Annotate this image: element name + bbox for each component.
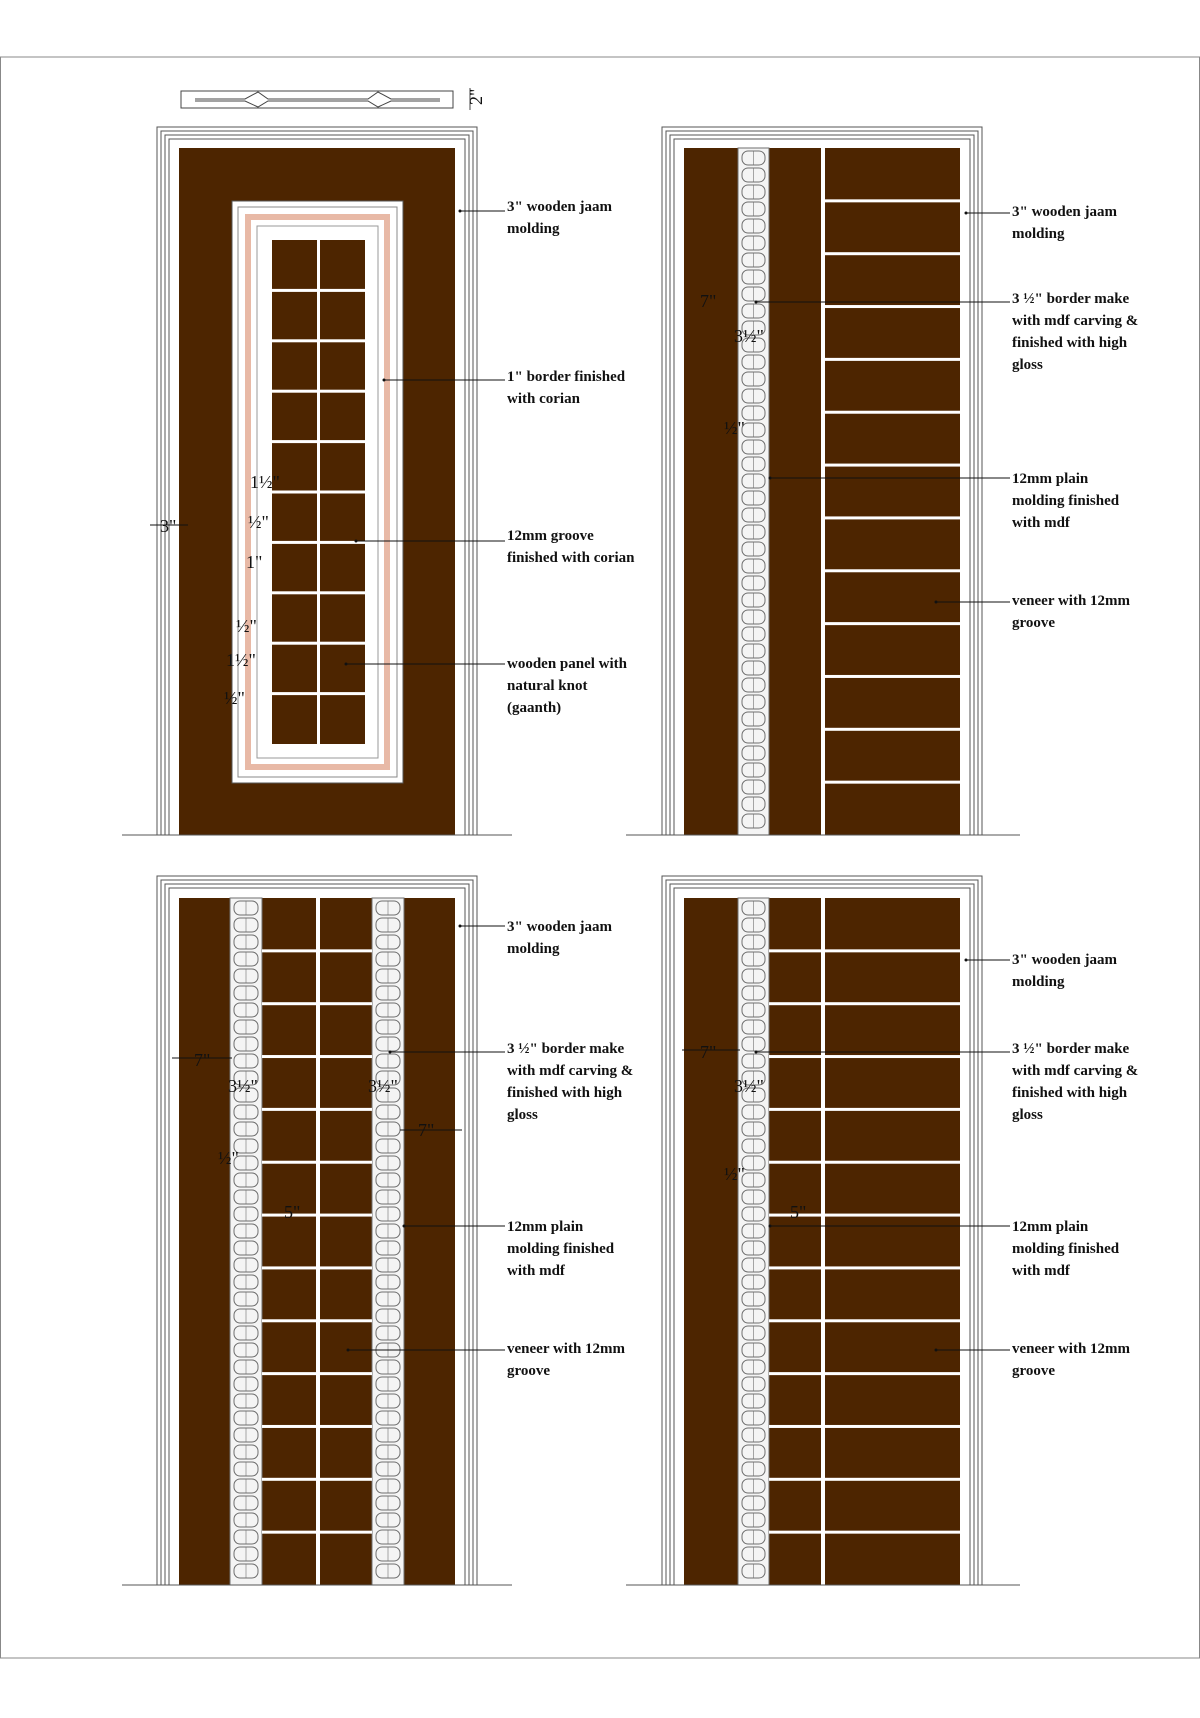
door-4 (626, 876, 1138, 1585)
note-text: (gaanth) (507, 700, 562, 716)
groove-line (769, 1161, 960, 1164)
note-text: veneer with 12mm (507, 1341, 626, 1357)
dim-label: 3½" (734, 1076, 764, 1096)
note-text: 3 ½" border make (1012, 291, 1130, 307)
dim-label: 1" (246, 552, 263, 572)
groove-line (272, 440, 365, 443)
groove-line (825, 358, 960, 361)
note-text: gloss (1012, 357, 1043, 373)
leader-dot (965, 959, 968, 962)
note-text: molding finished (1012, 493, 1120, 509)
note-text: molding (507, 221, 560, 237)
dim-label: ½" (236, 616, 257, 636)
groove-line (769, 1372, 960, 1375)
groove-line (262, 1478, 372, 1481)
groove-line (769, 1055, 960, 1058)
groove-line (272, 390, 365, 393)
leader-dot (383, 379, 386, 382)
groove-line (769, 1002, 960, 1005)
leader-dot (347, 1349, 350, 1352)
leader-dot (345, 663, 348, 666)
door-elevations (122, 127, 1138, 1585)
groove-line (769, 1319, 960, 1322)
dim-label: 3" (160, 516, 177, 536)
note-text: finished with high (507, 1085, 623, 1101)
leader-dot (769, 477, 772, 480)
groove-line (272, 692, 365, 695)
groove-line (825, 516, 960, 519)
note-text: with mdf (507, 1263, 565, 1279)
dim-label: ½" (724, 418, 745, 438)
dim-label: 5" (284, 1202, 301, 1222)
note-text: with mdf (1012, 515, 1070, 531)
note-text: 3" wooden jaam (507, 199, 612, 215)
groove-line (272, 491, 365, 494)
groove-line (272, 591, 365, 594)
note-text: groove (1012, 615, 1056, 631)
note-text: molding finished (1012, 1241, 1120, 1257)
groove-line (272, 289, 365, 292)
note-text: finished with corian (507, 550, 635, 566)
leader-dot (935, 601, 938, 604)
note-text: finished with high (1012, 335, 1128, 351)
note-text: molding (1012, 226, 1065, 242)
note-text: groove (1012, 1363, 1056, 1379)
dim-label: ½" (218, 1148, 239, 1168)
groove-line (825, 622, 960, 625)
note-text: 3" wooden jaam (507, 919, 612, 935)
door-2 (626, 127, 1138, 835)
groove-line (262, 949, 372, 952)
groove-line (825, 411, 960, 414)
dim-label: 7" (700, 291, 717, 311)
door-3 (122, 876, 633, 1585)
note-text: with corian (507, 391, 580, 407)
note-text: 3 ½" border make (1012, 1041, 1130, 1057)
dim-label: 1½" (226, 650, 256, 670)
note-text: with mdf (1012, 1263, 1070, 1279)
groove-line (262, 1319, 372, 1322)
leader-dot (389, 1051, 392, 1054)
note-text: 12mm groove (507, 528, 594, 544)
leader-dot (355, 540, 358, 543)
dim-label: 3½" (368, 1076, 398, 1096)
groove-line (821, 898, 825, 1585)
door-1 (122, 127, 635, 835)
note-text: gloss (1012, 1107, 1043, 1123)
note-text: 3" wooden jaam (1012, 204, 1117, 220)
groove-line (825, 305, 960, 308)
groove-line (272, 541, 365, 544)
note-text: molding (507, 941, 560, 957)
note-text: veneer with 12mm (1012, 593, 1131, 609)
groove-line (262, 1161, 372, 1164)
dim-label: 1½" (250, 472, 280, 492)
groove-line (825, 728, 960, 731)
note-text: with mdf carving & (1012, 313, 1139, 329)
groove-line (262, 1002, 372, 1005)
groove-line (262, 1108, 372, 1111)
leader-dot (769, 1225, 772, 1228)
groove-line (821, 148, 825, 835)
note-text: 12mm plain (1012, 471, 1089, 487)
note-text: 1" border finished (507, 369, 626, 385)
note-text: with mdf carving & (507, 1063, 634, 1079)
note-text: 3 ½" border make (507, 1041, 625, 1057)
groove-line (769, 1531, 960, 1534)
leader-dot (403, 1225, 406, 1228)
groove-line (262, 1425, 372, 1428)
note-text: veneer with 12mm (1012, 1341, 1131, 1357)
groove-line (272, 339, 365, 342)
groove-line (262, 1055, 372, 1058)
leader-dot (459, 925, 462, 928)
note-text: natural knot (507, 678, 588, 694)
dim-label: ½" (248, 512, 269, 532)
dim-label: 5" (790, 1202, 807, 1222)
note-text: molding finished (507, 1241, 615, 1257)
groove-line (262, 1214, 372, 1217)
note-text: gloss (507, 1107, 538, 1123)
groove-line (825, 252, 960, 255)
note-text: molding (1012, 974, 1065, 990)
note-text: 3" wooden jaam (1012, 952, 1117, 968)
groove-line (769, 1425, 960, 1428)
note-text: wooden panel with (507, 656, 628, 672)
groove-line (316, 898, 320, 1585)
groove-line (262, 1266, 372, 1269)
note-text: 12mm plain (507, 1219, 584, 1235)
dim-label: ½" (224, 688, 245, 708)
note-text: finished with high (1012, 1085, 1128, 1101)
note-text: groove (507, 1363, 551, 1379)
dim-label: ½" (724, 1164, 745, 1184)
leader-dot (965, 212, 968, 215)
groove-line (262, 1531, 372, 1534)
leader-dot (459, 210, 462, 213)
groove-line (769, 1266, 960, 1269)
groove-line (769, 1478, 960, 1481)
groove-line (825, 675, 960, 678)
leader-dot (755, 1051, 758, 1054)
leader-dot (755, 301, 758, 304)
groove-line (825, 569, 960, 572)
groove-line (272, 642, 365, 645)
note-text: with mdf carving & (1012, 1063, 1139, 1079)
groove-line (262, 1372, 372, 1375)
leader-dot (935, 1349, 938, 1352)
dim-label: 7" (194, 1050, 211, 1070)
jaam-profile-section (181, 88, 486, 110)
groove-line (769, 949, 960, 952)
dim-label: 3½" (734, 326, 764, 346)
dim-label: 7" (418, 1120, 435, 1140)
groove-line (825, 781, 960, 784)
profile-dim-label: 2" (466, 88, 486, 105)
groove-line (825, 464, 960, 467)
dim-label: 3½" (228, 1076, 258, 1096)
groove-line (769, 1108, 960, 1111)
note-text: 12mm plain (1012, 1219, 1089, 1235)
groove-line (825, 199, 960, 202)
dim-label: 7" (700, 1042, 717, 1062)
